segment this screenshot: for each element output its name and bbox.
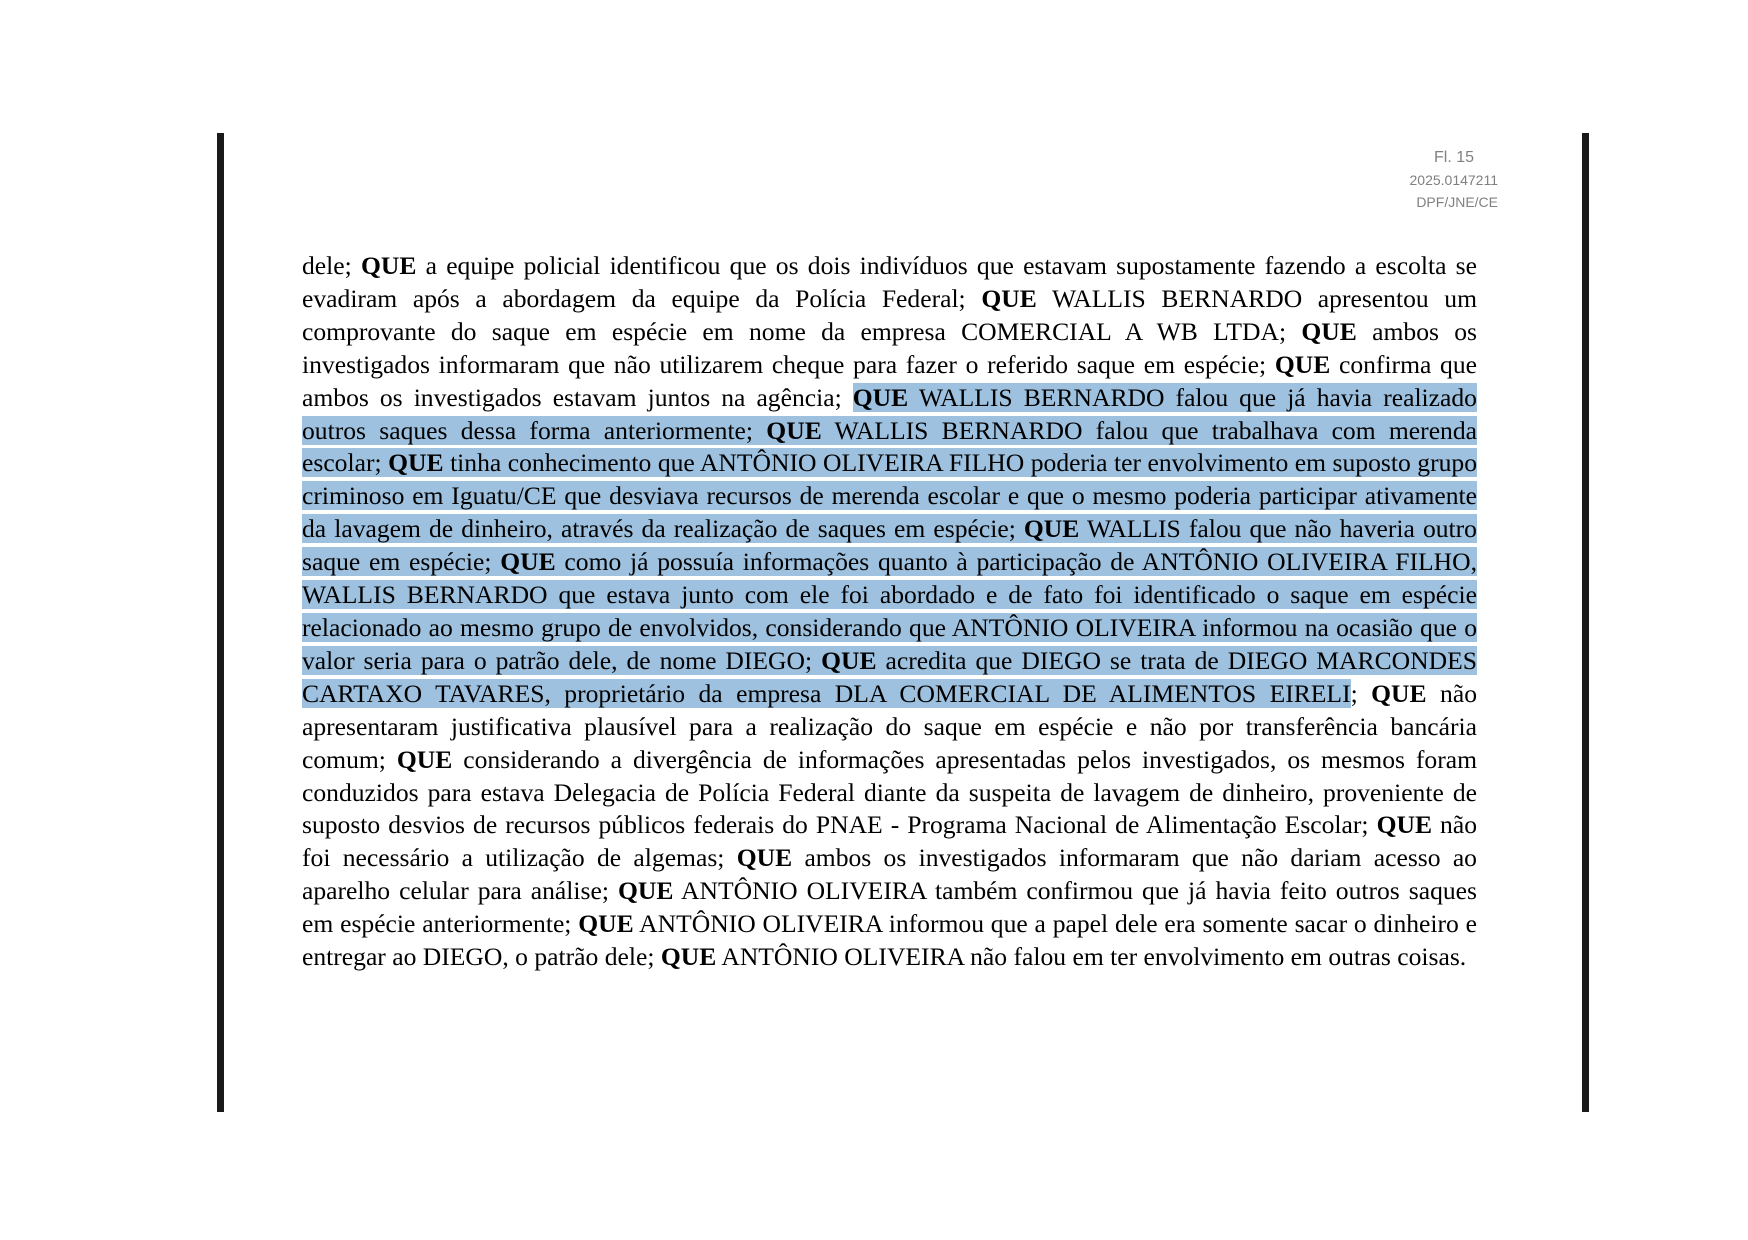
que-keyword: QUE: [1274, 349, 1331, 379]
que-keyword: QUE: [660, 942, 717, 972]
process-number: 2025.0147211: [1409, 172, 1498, 188]
que-keyword: QUE: [736, 843, 793, 873]
document-page: [217, 133, 1589, 1112]
segment-text: acredita que DIEGO se trata de DIEGO MARCONDES CARTAXO TAVARES, proprietário da empresa DLA COMERCIAL DE ALIMENTOS EIRELI: [302, 645, 1477, 708]
segment-text: tinha conhecimento que ANTÔNIO OLIVEIRA FILHO poderia ter envolvimento em suposto grupo criminoso em Iguatu/CE que desviava recursos de merenda escolar e que o mesmo poderia participar ativamente da lavagem de dinheiro, através da realização de saques em espécie;: [302, 448, 1477, 544]
unit-label: DPF/JNE/CE: [1416, 194, 1498, 210]
page-stamp: [1410, 147, 1499, 213]
segment-text: WALLIS BERNARDO falou que trabalhava com merenda escolar;: [302, 415, 1478, 478]
segment-text: ambos os investigados informaram que não utilizarem cheque para fazer o referido saque em espécie;: [302, 316, 1477, 379]
segment-text: considerando a divergência de informações apresentadas pelos investigados, os mesmos foram conduzidos para estava Delegacia de Polícia Federal diante da suspeita de lavagem de dinheiro, proveniente de suposto desvios de recursos públicos federais do PNAE - Programa Nacional de Alimentação Escolar;: [302, 744, 1478, 840]
segment-text: WALLIS BERNARDO apresentou um comprovante do saque em espécie em nome da empresa COMERCIAL A WB LTDA;: [302, 283, 1477, 346]
segment-text: ANTÔNIO OLIVEIRA informou que a papel dele era somente sacar o dinheiro e entregar ao DIEGO, o patrão dele;: [302, 909, 1478, 972]
testimony-text[interactable]: [302, 250, 1477, 974]
segment-text: ANTÔNIO OLIVEIRA não falou em ter envolvimento em outras coisas.: [716, 942, 1467, 972]
que-keyword: QUE: [360, 251, 417, 280]
que-keyword: QUE: [500, 547, 556, 577]
page-number-label: Fl. 15: [1433, 149, 1474, 166]
que-keyword: QUE: [396, 744, 453, 774]
segment-text: ANTÔNIO OLIVEIRA também confirmou que já havia feito outros saques em espécie anteriormente;: [302, 876, 1477, 939]
que-keyword: QUE: [617, 876, 674, 906]
que-keyword: QUE: [981, 283, 1037, 313]
text-segment: ;: [1350, 678, 1372, 708]
segment-text: ambos os investigados informaram que não dariam acesso ao aparelho celular para análise;: [302, 843, 1477, 906]
segment-text: não foi necessário a utilização de algemas;: [302, 810, 1478, 873]
que-keyword: QUE: [578, 909, 634, 939]
que-keyword: QUE: [1376, 810, 1433, 840]
segment-text: confirma que ambos os investigados estavam juntos na agência;: [302, 349, 1477, 412]
segment-text: como já possuía informações quanto à participação de ANTÔNIO OLIVEIRA FILHO, WALLIS BERNARDO que estava junto com ele foi abordado e de fato foi identificado o saque em espécie relacionado ao mesmo grupo de envolvidos, considerando que ANTÔNIO OLIVEIRA informou na ocasião que o valor seria para o patrão dele, de nome DIEGO;: [302, 547, 1478, 675]
text-segment: [661, 942, 1466, 971]
segment-text: a equipe policial identificou que os dois indivíduos que estavam supostamente fazendo a escolta se evadiram após a abordagem da equipe da Polícia Federal;: [302, 251, 1477, 313]
text-segment: dele;: [302, 251, 361, 280]
que-keyword: QUE: [821, 645, 877, 675]
que-keyword: QUE: [388, 448, 444, 478]
segment-text: não apresentaram justificativa plausível para a realização do saque em espécie e não por transferência bancária comum;: [302, 678, 1477, 774]
text-segment: [302, 745, 1477, 840]
que-keyword: QUE: [1023, 514, 1080, 544]
que-keyword: QUE: [1371, 678, 1427, 708]
segment-text: WALLIS BERNARDO falou que já havia realizado outros saques dessa forma anteriormente;: [302, 382, 1477, 445]
que-keyword: QUE: [852, 382, 909, 412]
que-keyword: QUE: [766, 415, 822, 445]
segment-text: WALLIS falou que não haveria outro saque em espécie;: [302, 514, 1477, 577]
que-keyword: QUE: [1301, 316, 1357, 346]
